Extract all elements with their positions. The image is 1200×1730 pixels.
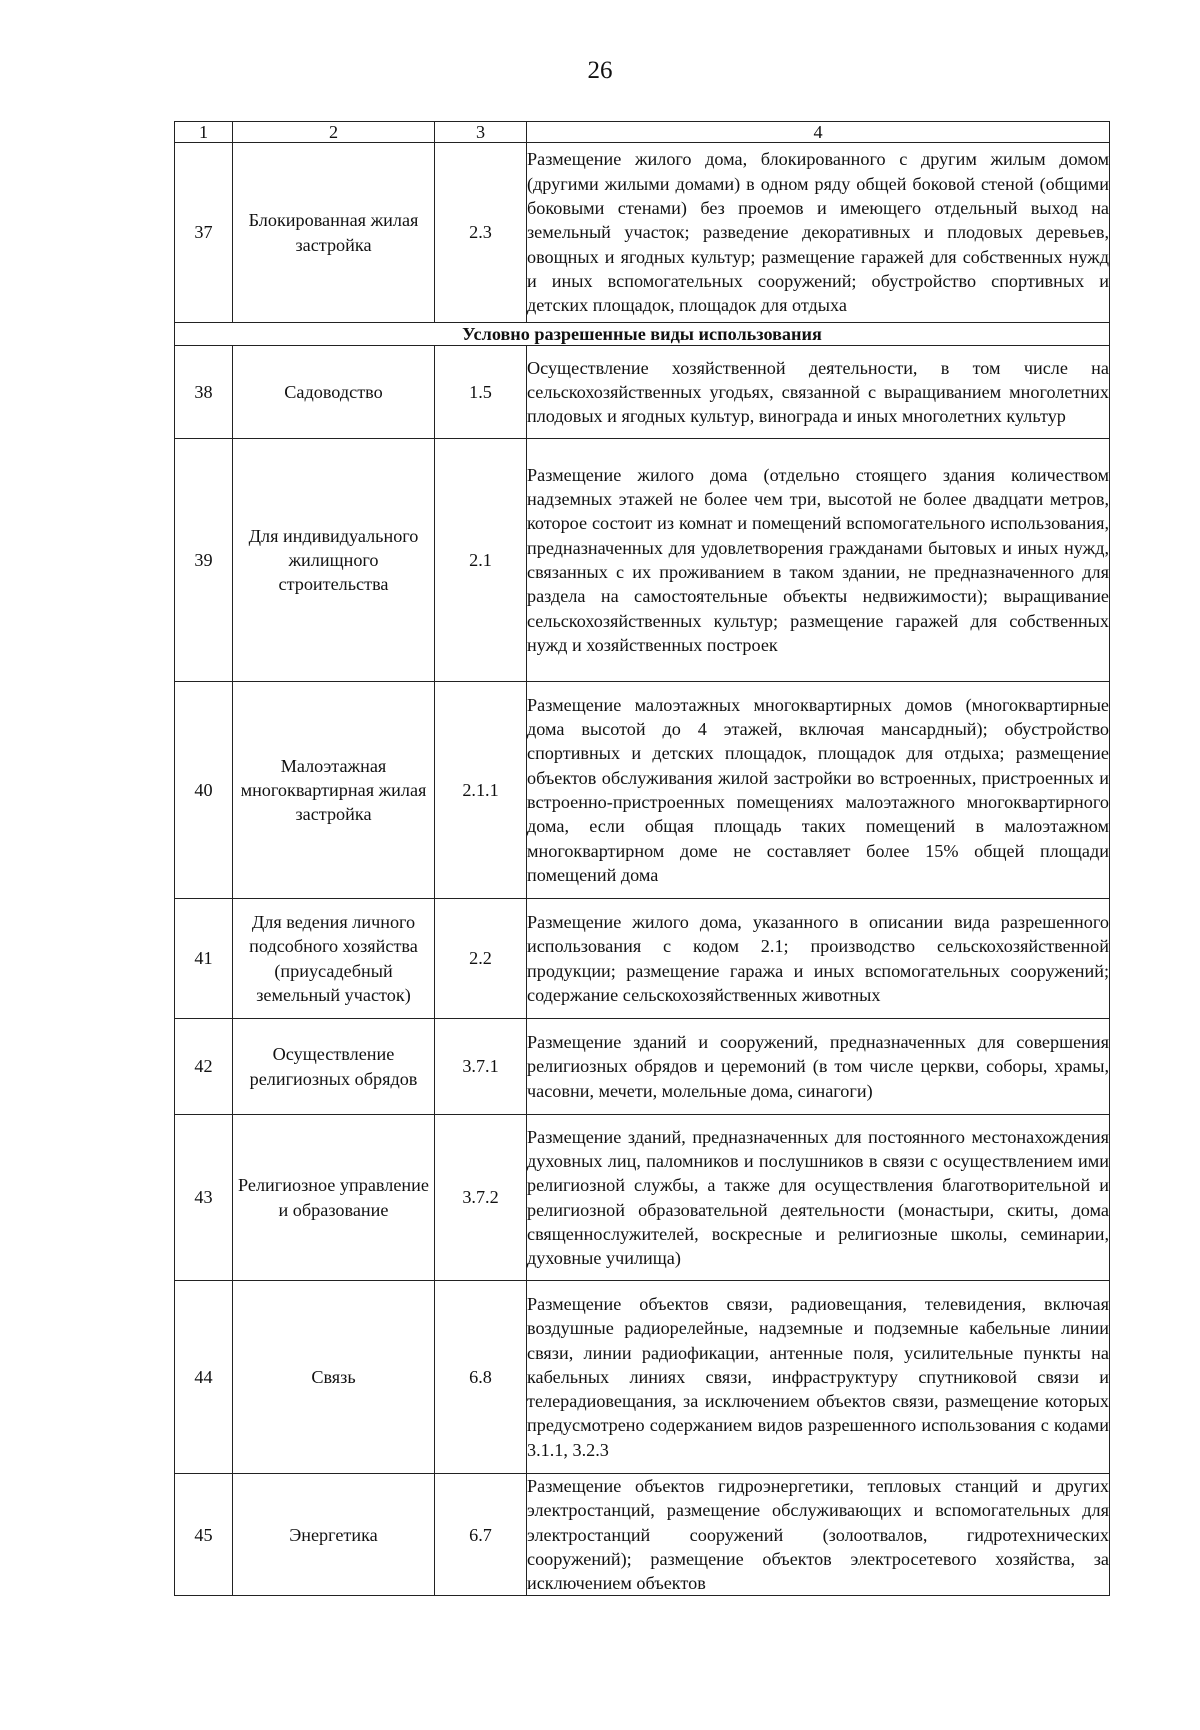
- row-number: 39: [175, 439, 233, 682]
- use-type-name: Для индивидуального жилищного строительства: [233, 439, 435, 682]
- use-description: Размещение жилого дома (отдельно стоящего здания количеством надземных этажей не более чем три, высотой не более двадцати метров, которое состоит из комнат и помещений вспомогательного использования, предназначенных для удовлетворения гражданами бытовых и иных нужд, связанных с их проживанием в таком здании, не предназначенного для раздела на самостоятельные объекты недвижимости); выращивание сельскохозяйственных культур; размещение гаражей для собственных нужд и хозяйственных построек: [527, 439, 1110, 682]
- use-description: Размещение зданий, предназначенных для постоянного местонахождения духовных лиц, паломников и послушников в связи с осуществлением ими религиозной службы, а также для осуществления благотворительной и религиозной образовательной деятельности (монастыри, скиты, дома священнослужителей, воскресные и религиозные школы, семинарии, духовные училища): [527, 1115, 1110, 1281]
- use-type-code: 6.7: [435, 1474, 527, 1596]
- use-type-code: 3.7.1: [435, 1019, 527, 1115]
- use-description: Размещение жилого дома, блокированного с другим жилым домом (другими жилыми домами) в одном ряду общей боковой стеной (общими боковыми стенами) без проемов и имеющего отдельный выход на земельный участок; разведение декоративных и плодовых деревьев, овощных и ягодных культур; размещение гаражей для собственных нужд и иных вспомогательных сооружений; обустройство спортивных и детских площадок, площадок для отдыха: [527, 143, 1110, 323]
- use-type-code: 2.1.1: [435, 682, 527, 899]
- header-cell-4: 4: [527, 122, 1110, 143]
- header-cell-2: 2: [233, 122, 435, 143]
- row-number: 44: [175, 1281, 233, 1474]
- section-title: Условно разрешенные виды использования: [175, 323, 1110, 346]
- section-header-row: [175, 323, 1110, 346]
- row-number: 45: [175, 1474, 233, 1596]
- use-type-code: 2.1: [435, 439, 527, 682]
- use-description: Размещение жилого дома, указанного в описании вида разрешенного использования с кодом 2.1; производство сельскохозяйственной продукции; размещение гаража и иных вспомогательных сооружений; содержание сельскохозяйственных животных: [527, 899, 1110, 1019]
- use-description: Размещение объектов связи, радиовещания, телевидения, включая воздушные радиорелейные, надземные и подземные кабельные линии связи, линии радиофикации, антенные поля, усилительные пункты на кабельных линиях связи, инфраструктуру спутниковой связи и телерадиовещания, за исключением объектов связи, размещение которых предусмотрено содержанием видов разрешенного использования с кодами 3.1.1, 3.2.3: [527, 1281, 1110, 1474]
- table-row: [175, 682, 1110, 899]
- row-number: 41: [175, 899, 233, 1019]
- row-number: 43: [175, 1115, 233, 1281]
- use-type-name: Блокированная жилая застройка: [233, 143, 435, 323]
- table-row: [175, 899, 1110, 1019]
- use-type-code: 2.2: [435, 899, 527, 1019]
- use-type-code: 3.7.2: [435, 1115, 527, 1281]
- use-type-name: Религиозное управление и образование: [233, 1115, 435, 1281]
- use-type-code: 6.8: [435, 1281, 527, 1474]
- table-row: [175, 143, 1110, 323]
- use-type-name: Малоэтажная многоквартирная жилая застройка: [233, 682, 435, 899]
- row-number: 40: [175, 682, 233, 899]
- table-row: [175, 1281, 1110, 1474]
- use-description: Размещение малоэтажных многоквартирных домов (многоквартирные дома высотой до 4 этажей, включая мансардный); обустройство спортивных и детских площадок, площадок для отдыха; размещение объектов обслуживания жилой застройки во встроенных, пристроенных и встроенно-пристроенных помещениях малоэтажного многоквартирного дома, если общая площадь таких помещений в малоэтажном многоквартирном доме не составляет более 15% общей площади помещений дома: [527, 682, 1110, 899]
- use-description: Размещение зданий и сооружений, предназначенных для совершения религиозных обрядов и церемоний (в том числе церкви, соборы, храмы, часовни, мечети, молельные дома, синагоги): [527, 1019, 1110, 1115]
- page-number: 26: [587, 57, 613, 84]
- use-description: Размещение объектов гидроэнергетики, тепловых станций и других электростанций, размещение обслуживающих и вспомогательных для электростанций сооружений (золоотвалов, гидротехнических сооружений); размещение объектов электросетевого хозяйства, за исключением объектов: [527, 1474, 1110, 1596]
- use-type-name: Связь: [233, 1281, 435, 1474]
- header-cell-1: 1: [175, 122, 233, 143]
- table-row: [175, 346, 1110, 439]
- row-number: 42: [175, 1019, 233, 1115]
- use-description: Осуществление хозяйственной деятельности, в том числе на сельскохозяйственных угодьях, связанной с выращиванием многолетних плодовых и ягодных культур, винограда и иных многолетних культур: [527, 346, 1110, 439]
- use-type-name: Садоводство: [233, 346, 435, 439]
- row-number: 38: [175, 346, 233, 439]
- land-use-table: [174, 121, 1110, 1596]
- row-number: 37: [175, 143, 233, 323]
- use-type-name: Энергетика: [233, 1474, 435, 1596]
- table-row: [175, 1474, 1110, 1596]
- use-type-name: Для ведения личного подсобного хозяйства (приусадебный земельный участок): [233, 899, 435, 1019]
- use-type-code: 2.3: [435, 143, 527, 323]
- table-header-row: [175, 122, 1110, 143]
- use-type-code: 1.5: [435, 346, 527, 439]
- table-row: [175, 1019, 1110, 1115]
- use-type-name: Осуществление религиозных обрядов: [233, 1019, 435, 1115]
- header-cell-3: 3: [435, 122, 527, 143]
- table-row: [175, 439, 1110, 682]
- table-row: [175, 1115, 1110, 1281]
